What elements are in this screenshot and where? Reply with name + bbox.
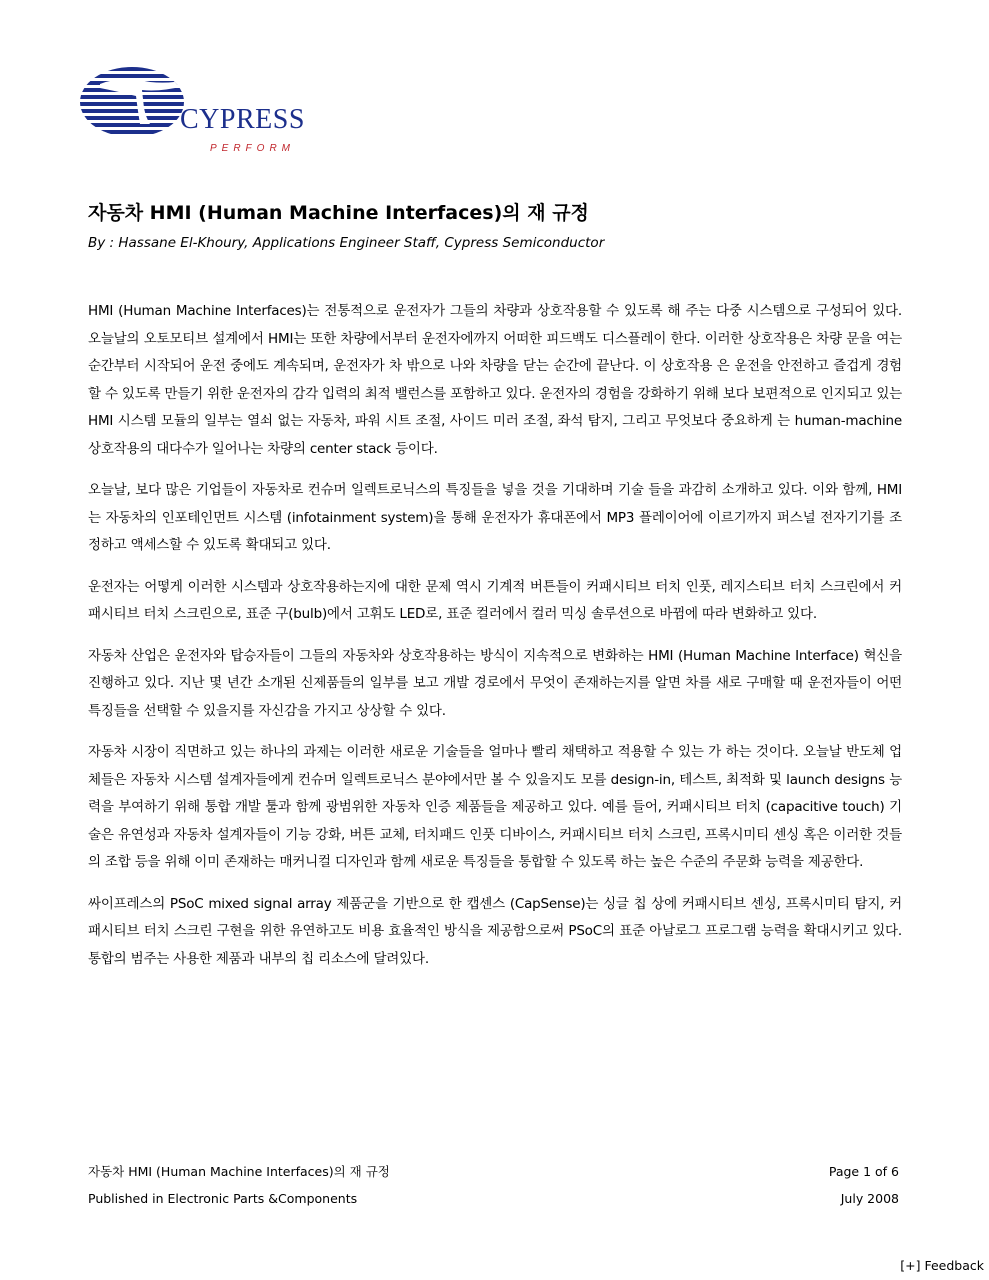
paragraph: 자동차 산업은 운전자와 탑승자들이 그들의 자동차와 상호작용하는 방식이 지속적으로 변화하는 HMI (Human Machine Interface) 혁신을 진행하고 있다. 지난 몇 년간 소개된 신제품들의 일부를 보고 개발 경로에서 무엇이 존재하는지를 알면 차를 새로 구매할 때 운전자들이 어떤 특징들을 선택할 수 있을지를 자신감을 가지고 상상할 수 있다. [88, 647, 902, 719]
article-title: 자동차 HMI (Human Machine Interfaces)의 재 규정 [88, 202, 589, 224]
footer-date: July 2008 [840, 1191, 899, 1206]
paragraph: 싸이프레스의 PSoC mixed signal array 제품군을 기반으로 한 캡센스 (CapSense)는 싱글 칩 상에 커패시티브 센싱, 프록시미티 탐지, 커패시티브 터치 스크린 구현을 위한 유연하고도 비용 효율적인 방식을 제공함으로써 PSoC의 표준 아날로그 프로그램 능력을 확대시키고 있다. 통합의 범주는 사용한 제품과 내부의 칩 리소스에 달려있다. [88, 895, 902, 967]
paragraph: 자동차 시장이 직면하고 있는 하나의 과제는 이러한 새로운 기술들을 얼마나 빨리 채택하고 적용할 수 있는 가 하는 것이다. 오늘날 반도체 업체들은 자동차 시스템 설계자들에게 컨슈머 일렉트로닉스 분야에서만 볼 수 있을지도 모를 design-in, 테스트, 최적화 및 launch designs 능력을 부여하기 위해 통합 개발 툴과 함께 광범위한 자동차 인증 제품들을 제공하고 있다. 예를 들어, 커패시티브 터치 (capacitive touch) 기술은 유연성과 자동차 설계자들이 기능 강화, 버튼 교체, 터치패드 인풋 디바이스, 커패시티브 터치 스크린, 프록시미티 센싱 혹은 이러한 것들의 조합 등을 위해 이미 존재하는 매커니컬 디자인과 함께 새로운 특징들을 통합할 수 있도록 하는 높은 수준의 주문화 능력을 제공한다. [88, 744, 902, 870]
footer-title: 자동차 HMI (Human Machine Interfaces)의 재 규정 [88, 1164, 390, 1179]
feedback-link[interactable]: [+] Feedback [900, 1258, 984, 1273]
footer-row-published [88, 1191, 899, 1207]
logo-wordmark: CYPRESS [180, 104, 305, 135]
article-byline: By : Hassane El-Khoury, Applications Engineer Staff, Cypress Semiconductor [88, 235, 605, 251]
paragraph: 운전자는 어떻게 이러한 시스템과 상호작용하는지에 대한 문제 역시 기계적 버튼들이 커패시티브 터치 인풋, 레지스티브 터치 스크린에서 커패시티브 터치 스크린으로, 표준 구(bulb)에서 고휘도 LED로, 표준 컬러에서 컬러 믹싱 솔루션으로 바뀜에 따라 변화하고 있다. [88, 578, 902, 622]
footer-published: Published in Electronic Parts &Components [88, 1191, 358, 1206]
cypress-tree-globe-icon [80, 62, 190, 152]
footer-page-number: Page 1 of 6 [828, 1164, 899, 1179]
paragraph: HMI (Human Machine Interfaces)는 전통적으로 운전자가 그들의 차량과 상호작용할 수 있도록 해 주는 다중 시스템으로 구성되어 있다. 오늘날의 오토모티브 설계에서 HMI는 또한 차량에서부터 운전자에까지 어떠한 피드백도 디스플레이 한다. 이러한 상호작용은 차량 문을 여는 순간부터 시작되어 운전 중에도 계속되며, 운전자가 차 밖으로 나와 차량을 닫는 순간에 끝난다. 이 상호작용 은 운전을 안전하고 즐겁게 경험할 수 있도록 만들기 위한 운전자의 감각 입력의 최적 밸런스를 포함하고 있다. 운전자의 경험을 강화하기 위해 보다 보편적으로 인지되고 있는 HMI 시스템 모듈의 일부는 열쇠 없는 자동차, 파워 시트 조절, 사이드 미러 조절, 좌석 탐지, 그리고 무엇보다 중요하게 는 human-machine 상호작용의 대다수가 일어나는 차량의 center stack 등이다. [88, 303, 902, 457]
cypress-logo [80, 62, 320, 162]
footer-row-title [88, 1164, 899, 1180]
paragraph: 오늘날, 보다 많은 기업들이 자동차로 컨슈머 일렉트로닉스의 특징들을 넣을 것을 기대하며 기술 들을 과감히 소개하고 있다. 이와 함께, HMI는 자동차의 인포테인먼트 시스템 (infotainment system)을 통해 운전자가 휴대폰에서 MP3 플레이어에 이르기까지 퍼스널 전자기기를 조정하고 액세스할 수 있도록 확대되고 있다. [88, 482, 902, 553]
logo-tagline: PERFORM [210, 143, 295, 154]
article-body [88, 298, 902, 987]
